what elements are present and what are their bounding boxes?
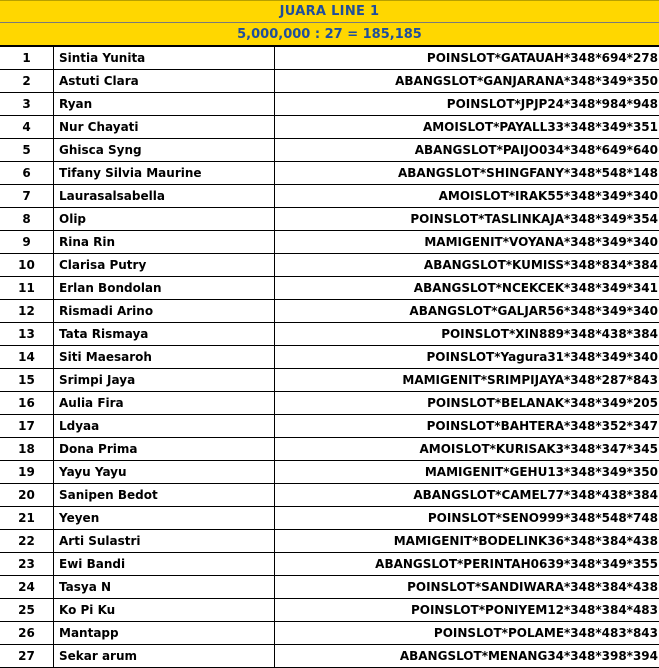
table-row xyxy=(0,484,659,507)
table-row xyxy=(0,599,659,622)
winner-name-cell: Ldyaa xyxy=(54,415,275,438)
row-number-cell: 25 xyxy=(0,599,54,622)
table-row xyxy=(0,300,659,323)
prize-split-text: 5,000,000 : 27 = 185,185 xyxy=(237,27,422,42)
winner-name-cell: Aulia Fira xyxy=(54,392,275,415)
table-row xyxy=(0,461,659,484)
winner-code-cell: ABANGSLOT*KUMISS*348*834*384 xyxy=(275,254,659,277)
winner-code-cell: POINSLOT*POLAME*348*483*843 xyxy=(275,622,659,645)
winner-code-cell: POINSLOT*BELANAK*348*349*205 xyxy=(275,392,659,415)
row-number-cell: 21 xyxy=(0,507,54,530)
row-number-cell: 24 xyxy=(0,576,54,599)
table-row xyxy=(0,346,659,369)
table-row xyxy=(0,277,659,300)
row-number-cell: 12 xyxy=(0,300,54,323)
winner-name-cell: Rismadi Arino xyxy=(54,300,275,323)
winner-code-cell: POINSLOT*XIN889*348*438*384 xyxy=(275,323,659,346)
row-number-cell: 18 xyxy=(0,438,54,461)
winner-name-cell: Arti Sulastri xyxy=(54,530,275,553)
table-row xyxy=(0,162,659,185)
winner-name-cell: Tasya N xyxy=(54,576,275,599)
table-row xyxy=(0,622,659,645)
row-number-cell: 1 xyxy=(0,47,54,70)
row-number-cell: 5 xyxy=(0,139,54,162)
row-number-cell: 6 xyxy=(0,162,54,185)
winner-name-cell: Yeyen xyxy=(54,507,275,530)
winner-name-cell: Mantapp xyxy=(54,622,275,645)
winner-name-cell: Ewi Bandi xyxy=(54,553,275,576)
table-row xyxy=(0,369,659,392)
winner-name-cell: Yayu Yayu xyxy=(54,461,275,484)
row-number-cell: 14 xyxy=(0,346,54,369)
winner-code-cell: POINSLOT*BAHTERA*348*352*347 xyxy=(275,415,659,438)
row-number-cell: 10 xyxy=(0,254,54,277)
winner-name-cell: Astuti Clara xyxy=(54,70,275,93)
winner-code-cell: MAMIGENIT*VOYANA*348*349*340 xyxy=(275,231,659,254)
table-row xyxy=(0,231,659,254)
winner-name-cell: Dona Prima xyxy=(54,438,275,461)
winner-code-cell: POINSLOT*SANDIWARA*348*384*438 xyxy=(275,576,659,599)
winners-table-body xyxy=(0,47,659,668)
winner-code-cell: POINSLOT*PONIYEM12*348*384*483 xyxy=(275,599,659,622)
winner-name-cell: Siti Maesaroh xyxy=(54,346,275,369)
winner-code-cell: AMOISLOT*IRAK55*348*349*340 xyxy=(275,185,659,208)
row-number-cell: 26 xyxy=(0,622,54,645)
row-number-cell: 13 xyxy=(0,323,54,346)
winner-code-cell: ABANGSLOT*PERINTAH0639*348*349*355 xyxy=(275,553,659,576)
winner-code-cell: ABANGSLOT*MENANG34*348*398*394 xyxy=(275,645,659,668)
row-number-cell: 19 xyxy=(0,461,54,484)
winner-code-cell: ABANGSLOT*PAIJO034*348*649*640 xyxy=(275,139,659,162)
row-number-cell: 7 xyxy=(0,185,54,208)
row-number-cell: 20 xyxy=(0,484,54,507)
row-number-cell: 23 xyxy=(0,553,54,576)
winner-name-cell: Clarisa Putry xyxy=(54,254,275,277)
winner-name-cell: Ryan xyxy=(54,93,275,116)
table-row xyxy=(0,507,659,530)
prize-split-row xyxy=(0,23,659,46)
table-row xyxy=(0,254,659,277)
table-row xyxy=(0,415,659,438)
row-number-cell: 8 xyxy=(0,208,54,231)
winner-name-cell: Sekar arum xyxy=(54,645,275,668)
row-number-cell: 27 xyxy=(0,645,54,668)
winner-name-cell: Olip xyxy=(54,208,275,231)
title-text: JUARA LINE 1 xyxy=(280,4,380,19)
winner-name-cell: Ko Pi Ku xyxy=(54,599,275,622)
row-number-cell: 4 xyxy=(0,116,54,139)
row-number-cell: 2 xyxy=(0,70,54,93)
winner-name-cell: Ghisca Syng xyxy=(54,139,275,162)
table-row xyxy=(0,645,659,668)
winner-code-cell: POINSLOT*JPJP24*348*984*948 xyxy=(275,93,659,116)
winner-name-cell: Sanipen Bedot xyxy=(54,484,275,507)
winner-name-cell: Tifany Silvia Maurine xyxy=(54,162,275,185)
table-row xyxy=(0,116,659,139)
winner-name-cell: Nur Chayati xyxy=(54,116,275,139)
winner-code-cell: ABANGSLOT*GALJAR56*348*349*340 xyxy=(275,300,659,323)
table-row xyxy=(0,47,659,70)
table-row xyxy=(0,576,659,599)
winner-code-cell: POINSLOT*TASLINKAJA*348*349*354 xyxy=(275,208,659,231)
winner-code-cell: POINSLOT*GATAUAH*348*694*278 xyxy=(275,47,659,70)
winner-code-cell: ABANGSLOT*SHINGFANY*348*548*148 xyxy=(275,162,659,185)
winner-code-cell: POINSLOT*Yagura31*348*349*340 xyxy=(275,346,659,369)
table-row xyxy=(0,70,659,93)
table-row xyxy=(0,208,659,231)
winner-name-cell: Rina Rin xyxy=(54,231,275,254)
table-row xyxy=(0,93,659,116)
winners-table xyxy=(0,46,659,668)
row-number-cell: 22 xyxy=(0,530,54,553)
row-number-cell: 9 xyxy=(0,231,54,254)
winner-code-cell: AMOISLOT*PAYALL33*348*349*351 xyxy=(275,116,659,139)
winner-name-cell: Sintia Yunita xyxy=(54,47,275,70)
winner-name-cell: Erlan Bondolan xyxy=(54,277,275,300)
winner-code-cell: ABANGSLOT*NCEKCEK*348*349*341 xyxy=(275,277,659,300)
winner-code-cell: MAMIGENIT*GEHU13*348*349*350 xyxy=(275,461,659,484)
winner-code-cell: ABANGSLOT*CAMEL77*348*438*384 xyxy=(275,484,659,507)
winner-code-cell: MAMIGENIT*SRIMPIJAYA*348*287*843 xyxy=(275,369,659,392)
winner-code-cell: ABANGSLOT*GANJARANA*348*349*350 xyxy=(275,70,659,93)
winner-name-cell: Tata Rismaya xyxy=(54,323,275,346)
winner-code-cell: POINSLOT*SENO999*348*548*748 xyxy=(275,507,659,530)
table-row xyxy=(0,530,659,553)
table-row xyxy=(0,553,659,576)
row-number-cell: 15 xyxy=(0,369,54,392)
table-row xyxy=(0,323,659,346)
row-number-cell: 16 xyxy=(0,392,54,415)
table-row xyxy=(0,139,659,162)
row-number-cell: 17 xyxy=(0,415,54,438)
winner-name-cell: Laurasalsabella xyxy=(54,185,275,208)
row-number-cell: 3 xyxy=(0,93,54,116)
row-number-cell: 11 xyxy=(0,277,54,300)
table-row xyxy=(0,185,659,208)
table-row xyxy=(0,392,659,415)
winner-code-cell: MAMIGENIT*BODELINK36*348*384*438 xyxy=(275,530,659,553)
table-row xyxy=(0,438,659,461)
winner-code-cell: AMOISLOT*KURISAK3*348*347*345 xyxy=(275,438,659,461)
winner-name-cell: Srimpi Jaya xyxy=(54,369,275,392)
sheet-title xyxy=(0,0,659,23)
